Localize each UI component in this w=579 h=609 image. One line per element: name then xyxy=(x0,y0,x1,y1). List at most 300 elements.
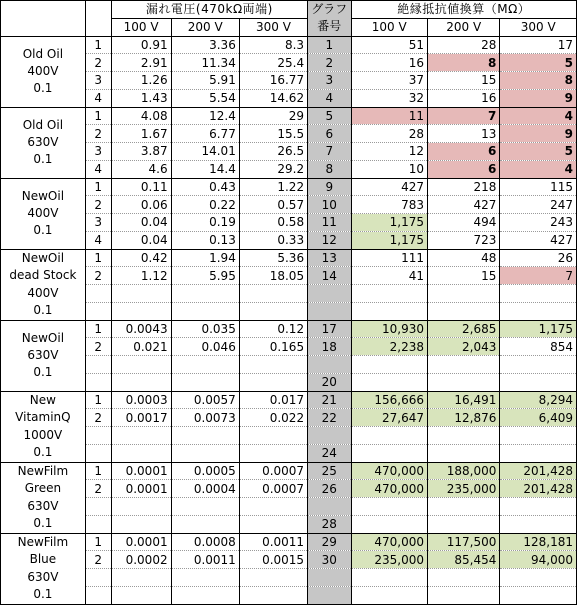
leak-200v: 0.43 xyxy=(171,178,239,196)
group-label-line: 630V xyxy=(27,569,59,584)
insulation-300v: 243 xyxy=(500,214,577,232)
insulation-100v xyxy=(351,444,428,462)
sample-index: 3 xyxy=(85,72,111,90)
leak-200v xyxy=(171,444,239,462)
group-label xyxy=(1,391,86,462)
insulation-100v: 32 xyxy=(351,89,428,107)
insulation-200v: 6 xyxy=(428,160,500,178)
group-label-line: 0.1 xyxy=(33,365,53,380)
graph-number: 26 xyxy=(308,480,351,498)
sample-index: 3 xyxy=(85,143,111,161)
insulation-200v: 48 xyxy=(428,249,500,267)
sample-index: 2 xyxy=(85,267,111,285)
leak-300v: 0.0007 xyxy=(239,480,307,498)
graph-number: 25 xyxy=(308,462,351,480)
leak-200v: 0.035 xyxy=(171,320,239,338)
insulation-300v xyxy=(500,356,577,374)
sample-index: 2 xyxy=(85,551,111,569)
leak-200v xyxy=(171,569,239,587)
graph-number: 10 xyxy=(308,196,351,214)
leak-300v xyxy=(239,373,307,391)
sample-index xyxy=(85,515,111,533)
leak-100v: 1.43 xyxy=(111,89,171,107)
leak-200v: 0.0004 xyxy=(171,480,239,498)
sample-index: 1 xyxy=(85,320,111,338)
table-row xyxy=(1,125,577,143)
table-row xyxy=(1,338,577,356)
leak-100v: 0.0001 xyxy=(111,480,171,498)
leak-100v: 0.91 xyxy=(111,36,171,54)
leak-100v: 0.11 xyxy=(111,178,171,196)
insulation-100v: 470,000 xyxy=(351,533,428,551)
insulation-200v xyxy=(428,515,500,533)
leak-100v: 4.08 xyxy=(111,107,171,125)
insulation-200v: 235,000 xyxy=(428,480,500,498)
graph-number: 6 xyxy=(308,125,351,143)
insulation-300v xyxy=(500,444,577,462)
leak-200v: 0.0008 xyxy=(171,533,239,551)
group-label-line: 0.1 xyxy=(33,444,53,459)
insulation-100v xyxy=(351,569,428,587)
leak-100v: 0.0001 xyxy=(111,462,171,480)
insulation-300v xyxy=(500,427,577,445)
leak-100v xyxy=(111,356,171,374)
group-label-line: New xyxy=(29,393,56,408)
graph-number xyxy=(308,285,351,303)
table-row xyxy=(1,586,577,604)
insulation-300v xyxy=(500,285,577,303)
leak-300v: 8.3 xyxy=(239,36,307,54)
leak-200v: 14.01 xyxy=(171,143,239,161)
insulation-300v xyxy=(500,515,577,533)
table-row xyxy=(1,462,577,480)
group-label-line: 0.1 xyxy=(33,302,53,317)
insulation-300v: 17 xyxy=(500,36,577,54)
group-label-line: Green xyxy=(24,481,62,496)
insulation-300v: 1,175 xyxy=(500,320,577,338)
sample-index xyxy=(85,302,111,320)
leak-200v: 5.95 xyxy=(171,267,239,285)
insulation-300v: 8 xyxy=(500,72,577,90)
leak-100v: 4.6 xyxy=(111,160,171,178)
insulation-200v xyxy=(428,586,500,604)
insulation-300v: 247 xyxy=(500,196,577,214)
graph-number xyxy=(308,569,351,587)
graph-number xyxy=(308,427,351,445)
insulation-200v: 6 xyxy=(428,143,500,161)
group-label-line: 630V xyxy=(27,134,59,149)
leak-100v xyxy=(111,285,171,303)
sample-index: 1 xyxy=(85,462,111,480)
insulation-300v: 128,181 xyxy=(500,533,577,551)
insulation-100v: 41 xyxy=(351,267,428,285)
insulation-200v: 117,500 xyxy=(428,533,500,551)
table-row xyxy=(1,427,577,445)
group-label-line: NewOil xyxy=(21,251,65,266)
group-label-line: VitaminQ xyxy=(15,410,71,425)
col-200v-leak: 200 V xyxy=(171,18,239,36)
leak-300v xyxy=(239,427,307,445)
group-label-line: Old Oil xyxy=(22,117,64,132)
leak-300v xyxy=(239,285,307,303)
leak-300v: 0.017 xyxy=(239,391,307,409)
sample-index: 2 xyxy=(85,338,111,356)
table-row xyxy=(1,515,577,533)
leak-200v: 14.4 xyxy=(171,160,239,178)
insulation-300v: 4 xyxy=(500,107,577,125)
leak-200v: 0.0011 xyxy=(171,551,239,569)
sample-index: 2 xyxy=(85,480,111,498)
leak-300v: 14.62 xyxy=(239,89,307,107)
table-row xyxy=(1,551,577,569)
graph-number-header: グラフ番号 xyxy=(308,1,351,37)
table-row xyxy=(1,356,577,374)
insulation-300v: 9 xyxy=(500,125,577,143)
leak-100v: 0.0003 xyxy=(111,391,171,409)
insulation-100v: 1,175 xyxy=(351,231,428,249)
graph-number: 7 xyxy=(308,143,351,161)
group-label xyxy=(1,249,86,320)
insulation-100v: 10 xyxy=(351,160,428,178)
table-row xyxy=(1,285,577,303)
insulation-200v: 8 xyxy=(428,54,500,72)
insulation-300v: 5 xyxy=(500,143,577,161)
insulation-200v xyxy=(428,285,500,303)
leak-200v: 6.77 xyxy=(171,125,239,143)
graph-number: 21 xyxy=(308,391,351,409)
table-row xyxy=(1,498,577,516)
insulation-300v: 5 xyxy=(500,54,577,72)
table-row xyxy=(1,267,577,285)
table-row xyxy=(1,107,577,125)
table-row xyxy=(1,214,577,232)
leak-300v: 0.12 xyxy=(239,320,307,338)
sample-index: 1 xyxy=(85,391,111,409)
insulation-100v xyxy=(351,498,428,516)
leak-100v: 0.42 xyxy=(111,249,171,267)
insulation-200v: 85,454 xyxy=(428,551,500,569)
sample-index: 1 xyxy=(85,107,111,125)
group-label-line: 0.1 xyxy=(33,81,53,96)
group-label-line: NewFilm xyxy=(17,464,69,479)
group-label-line: 0.1 xyxy=(33,152,53,167)
group-label-line: 630V xyxy=(27,347,59,362)
sample-index: 1 xyxy=(85,36,111,54)
leak-200v: 11.34 xyxy=(171,54,239,72)
group-label xyxy=(1,178,86,249)
group-label-line: 1000V xyxy=(23,427,63,442)
insulation-300v: 8,294 xyxy=(500,391,577,409)
graph-number: 22 xyxy=(308,409,351,427)
leak-300v xyxy=(239,302,307,320)
graph-number: 20 xyxy=(308,373,351,391)
insulation-300v: 4 xyxy=(500,160,577,178)
group-label xyxy=(1,36,86,107)
leak-100v xyxy=(111,569,171,587)
insulation-200v: 7 xyxy=(428,107,500,125)
leak-200v: 0.046 xyxy=(171,338,239,356)
leak-100v: 3.87 xyxy=(111,143,171,161)
sample-index: 2 xyxy=(85,196,111,214)
sample-index xyxy=(85,444,111,462)
insulation-200v: 16 xyxy=(428,89,500,107)
insulation-100v: 10,930 xyxy=(351,320,428,338)
graph-number: 2 xyxy=(308,54,351,72)
insulation-100v: 37 xyxy=(351,72,428,90)
table-row xyxy=(1,36,577,54)
insulation-200v xyxy=(428,373,500,391)
leak-100v: 0.0002 xyxy=(111,551,171,569)
insulation-300v xyxy=(500,569,577,587)
insulation-200v xyxy=(428,356,500,374)
leak-100v: 0.04 xyxy=(111,214,171,232)
group-label-line: 400V xyxy=(27,63,59,78)
leak-300v xyxy=(239,515,307,533)
insulation-200v: 2,043 xyxy=(428,338,500,356)
leak-300v: 0.165 xyxy=(239,338,307,356)
insulation-100v: 235,000 xyxy=(351,551,428,569)
leak-300v: 0.0011 xyxy=(239,533,307,551)
table-row xyxy=(1,320,577,338)
leak-300v: 29.2 xyxy=(239,160,307,178)
sample-index xyxy=(85,498,111,516)
table-row xyxy=(1,89,577,107)
leak-300v: 0.57 xyxy=(239,196,307,214)
insulation-300v: 201,428 xyxy=(500,462,577,480)
leak-100v xyxy=(111,498,171,516)
sample-index: 4 xyxy=(85,160,111,178)
leak-300v xyxy=(239,586,307,604)
graph-number: 5 xyxy=(308,107,351,125)
leak-300v: 25.4 xyxy=(239,54,307,72)
insulation-300v xyxy=(500,586,577,604)
insulation-100v: 51 xyxy=(351,36,428,54)
leak-100v xyxy=(111,427,171,445)
insulation-100v: 470,000 xyxy=(351,462,428,480)
graph-number xyxy=(308,302,351,320)
leak-200v: 0.13 xyxy=(171,231,239,249)
sample-index: 1 xyxy=(85,249,111,267)
leak-300v: 29 xyxy=(239,107,307,125)
sample-index: 2 xyxy=(85,54,111,72)
insulation-200v: 15 xyxy=(428,72,500,90)
table-row xyxy=(1,480,577,498)
leak-200v xyxy=(171,586,239,604)
insulation-100v: 27,647 xyxy=(351,409,428,427)
insulation-200v xyxy=(428,498,500,516)
graph-number: 3 xyxy=(308,72,351,90)
insulation-200v: 28 xyxy=(428,36,500,54)
graph-number: 17 xyxy=(308,320,351,338)
col-100v-ins: 100 V xyxy=(351,18,428,36)
insulation-300v: 26 xyxy=(500,249,577,267)
sample-index xyxy=(85,586,111,604)
leak-200v xyxy=(171,498,239,516)
graph-number: 13 xyxy=(308,249,351,267)
insulation-100v: 2,238 xyxy=(351,338,428,356)
leak-300v: 0.0015 xyxy=(239,551,307,569)
group-label xyxy=(1,533,86,604)
table-row xyxy=(1,196,577,214)
leak-200v: 12.4 xyxy=(171,107,239,125)
insulation-100v: 1,175 xyxy=(351,214,428,232)
table-row xyxy=(1,533,577,551)
leak-300v: 26.5 xyxy=(239,143,307,161)
insulation-200v xyxy=(428,444,500,462)
insulation-200v: 723 xyxy=(428,231,500,249)
leak-200v: 5.91 xyxy=(171,72,239,90)
graph-number: 12 xyxy=(308,231,351,249)
group-label-line: 0.1 xyxy=(33,223,53,238)
col-300v-leak: 300 V xyxy=(239,18,307,36)
insulation-100v xyxy=(351,373,428,391)
sample-index: 2 xyxy=(85,409,111,427)
insulation-200v: 13 xyxy=(428,125,500,143)
leak-voltage-header: 漏れ電圧(470kΩ両端) xyxy=(111,1,307,19)
insulation-100v: 470,000 xyxy=(351,480,428,498)
insulation-200v xyxy=(428,569,500,587)
leak-200v: 3.36 xyxy=(171,36,239,54)
leak-100v xyxy=(111,586,171,604)
insulation-200v: 218 xyxy=(428,178,500,196)
insulation-300v: 9 xyxy=(500,89,577,107)
leak-100v: 0.0001 xyxy=(111,533,171,551)
insulation-100v xyxy=(351,427,428,445)
table-row xyxy=(1,569,577,587)
insulation-100v xyxy=(351,302,428,320)
insulation-300v: 94,000 xyxy=(500,551,577,569)
leak-300v: 0.0007 xyxy=(239,462,307,480)
group-label xyxy=(1,107,86,178)
insulation-100v xyxy=(351,515,428,533)
insulation-100v xyxy=(351,285,428,303)
leak-100v xyxy=(111,302,171,320)
graph-number: 4 xyxy=(308,89,351,107)
col-300v-ins: 300 V xyxy=(500,18,577,36)
sample-index xyxy=(85,427,111,445)
leak-300v: 5.36 xyxy=(239,249,307,267)
corner-cell xyxy=(1,1,86,37)
graph-number xyxy=(308,356,351,374)
graph-number: 9 xyxy=(308,178,351,196)
leak-300v: 15.5 xyxy=(239,125,307,143)
insulation-100v xyxy=(351,356,428,374)
leak-200v xyxy=(171,515,239,533)
table-row xyxy=(1,373,577,391)
graph-number: 14 xyxy=(308,267,351,285)
table-row xyxy=(1,249,577,267)
group-label-line: 400V xyxy=(27,205,59,220)
insulation-200v xyxy=(428,427,500,445)
insulation-300v: 427 xyxy=(500,231,577,249)
leak-300v xyxy=(239,356,307,374)
insulation-300v: 201,428 xyxy=(500,480,577,498)
graph-number: 8 xyxy=(308,160,351,178)
leak-300v xyxy=(239,444,307,462)
table-row xyxy=(1,72,577,90)
graph-number xyxy=(308,586,351,604)
leak-200v xyxy=(171,285,239,303)
leak-100v xyxy=(111,444,171,462)
graph-number: 30 xyxy=(308,551,351,569)
leak-200v: 0.22 xyxy=(171,196,239,214)
leak-200v: 0.0057 xyxy=(171,391,239,409)
leak-300v: 16.77 xyxy=(239,72,307,90)
leak-200v: 0.0073 xyxy=(171,409,239,427)
leak-100v: 0.04 xyxy=(111,231,171,249)
leak-200v xyxy=(171,356,239,374)
group-label-line: Blue xyxy=(29,552,57,567)
group-label-line: Old Oil xyxy=(22,46,64,61)
insulation-resistance-header: 絶縁抵抗値換算（MΩ） xyxy=(351,1,577,19)
leak-200v xyxy=(171,373,239,391)
graph-number: 29 xyxy=(308,533,351,551)
col-100v-leak: 100 V xyxy=(111,18,171,36)
insulation-100v xyxy=(351,586,428,604)
insulation-200v: 188,000 xyxy=(428,462,500,480)
leak-200v: 5.54 xyxy=(171,89,239,107)
leak-100v: 0.06 xyxy=(111,196,171,214)
group-label-line: NewOil xyxy=(21,330,65,345)
insulation-300v: 6,409 xyxy=(500,409,577,427)
leak-100v: 1.67 xyxy=(111,125,171,143)
insulation-300v: 115 xyxy=(500,178,577,196)
sample-index: 1 xyxy=(85,533,111,551)
group-label-line: 0.1 xyxy=(33,515,53,530)
graph-number: 11 xyxy=(308,214,351,232)
insulation-100v: 783 xyxy=(351,196,428,214)
insulation-100v: 156,666 xyxy=(351,391,428,409)
sample-index: 1 xyxy=(85,178,111,196)
insulation-100v: 427 xyxy=(351,178,428,196)
insulation-200v: 16,491 xyxy=(428,391,500,409)
group-label-line: 0.1 xyxy=(33,586,53,601)
leak-200v xyxy=(171,302,239,320)
insulation-300v xyxy=(500,498,577,516)
table-row xyxy=(1,391,577,409)
leak-300v: 0.58 xyxy=(239,214,307,232)
sample-index xyxy=(85,373,111,391)
insulation-100v: 16 xyxy=(351,54,428,72)
graph-number xyxy=(308,498,351,516)
insulation-300v xyxy=(500,373,577,391)
insulation-200v: 2,685 xyxy=(428,320,500,338)
insulation-100v: 12 xyxy=(351,143,428,161)
group-label xyxy=(1,462,86,533)
leak-100v: 0.0017 xyxy=(111,409,171,427)
leak-300v xyxy=(239,569,307,587)
leak-100v: 1.26 xyxy=(111,72,171,90)
leak-100v xyxy=(111,373,171,391)
leak-300v: 18.05 xyxy=(239,267,307,285)
table-row xyxy=(1,143,577,161)
table-row xyxy=(1,178,577,196)
leak-300v xyxy=(239,498,307,516)
insulation-200v: 494 xyxy=(428,214,500,232)
group-label-line: NewFilm xyxy=(17,535,69,550)
group-label-line: 400V xyxy=(27,285,59,300)
leak-300v: 1.22 xyxy=(239,178,307,196)
insulation-300v: 854 xyxy=(500,338,577,356)
group-label xyxy=(1,320,86,391)
sample-index: 3 xyxy=(85,214,111,232)
table-row xyxy=(1,444,577,462)
leak-100v: 2.91 xyxy=(111,54,171,72)
leak-100v: 0.0043 xyxy=(111,320,171,338)
table-row xyxy=(1,231,577,249)
leak-300v: 0.33 xyxy=(239,231,307,249)
leak-200v: 0.0005 xyxy=(171,462,239,480)
